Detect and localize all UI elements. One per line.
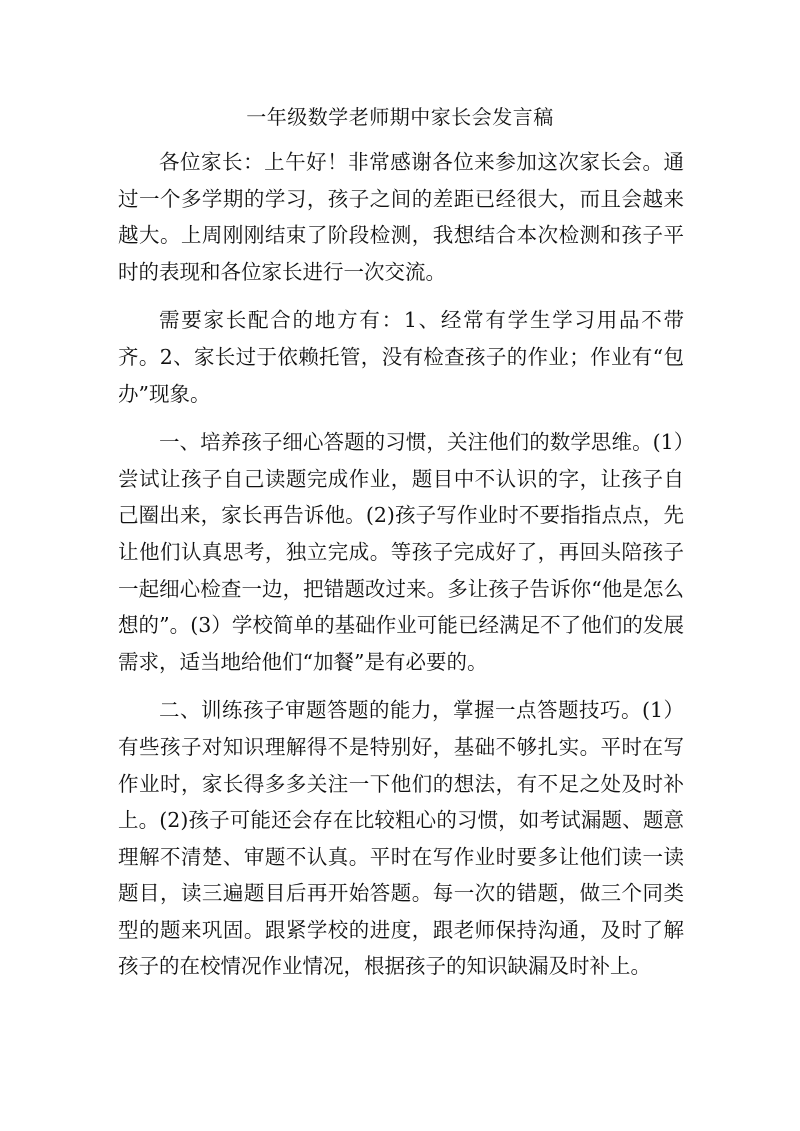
paragraph-section-one: 一、培养孩子细心答题的习惯，关注他们的数学思维。(1）尝试让孩子自己读题完成作业，题目中不认识的字，让孩子自己圈出来，家长再告诉他。(2)孩子写作业时不要指指点点，先让他们认真思考，独立完成。等孩子完成好了，再回头陪孩子一起细心检查一边，把错题改过来。多让孩子告诉你“他是怎么想的”。(3）学校简单的基础作业可能已经满足不了他们的发展需求，适当地给他们“加餐”是有必要的。 <box>118 430 684 674</box>
document-body <box>118 144 684 997</box>
paragraph-section-two: 二、训练孩子审题答题的能力，掌握一点答题技巧。(1）有些孩子对知识理解得不是特别好，基础不够扎实。平时在写作业时，家长得多多关注一下他们的想法，有不足之处及时补上。(2)孩子可能还会存在比较粗心的习惯，如考试漏题、题意理解不清楚、审题不认真。平时在写作业时要多让他们读一读题目，读三遍题目后再开始答题。每一次的错题，做三个同类型的题来巩固。跟紧学校的进度，跟老师保持沟通，及时了解孩子的在校情况作业情况，根据孩子的知识缺漏及时补上。 <box>118 698 684 979</box>
document-title: 一年级数学老师期中家长会发言稿 <box>246 105 554 129</box>
paragraph-greeting: 各位家长：上午好！非常感谢各位来参加这次家长会。通过一个多学期的学习，孩子之间的差距已经很大，而且会越来越大。上周刚刚结束了阶段检测，我想结合本次检测和孩子平时的表现和各位家长进行一次交流。 <box>118 150 684 284</box>
paragraph-parent-cooperation: 需要家长配合的地方有：1、经常有学生学习用品不带齐。2、家长过于依赖托管，没有检查孩子的作业；作业有“包办”现象。 <box>118 308 684 406</box>
